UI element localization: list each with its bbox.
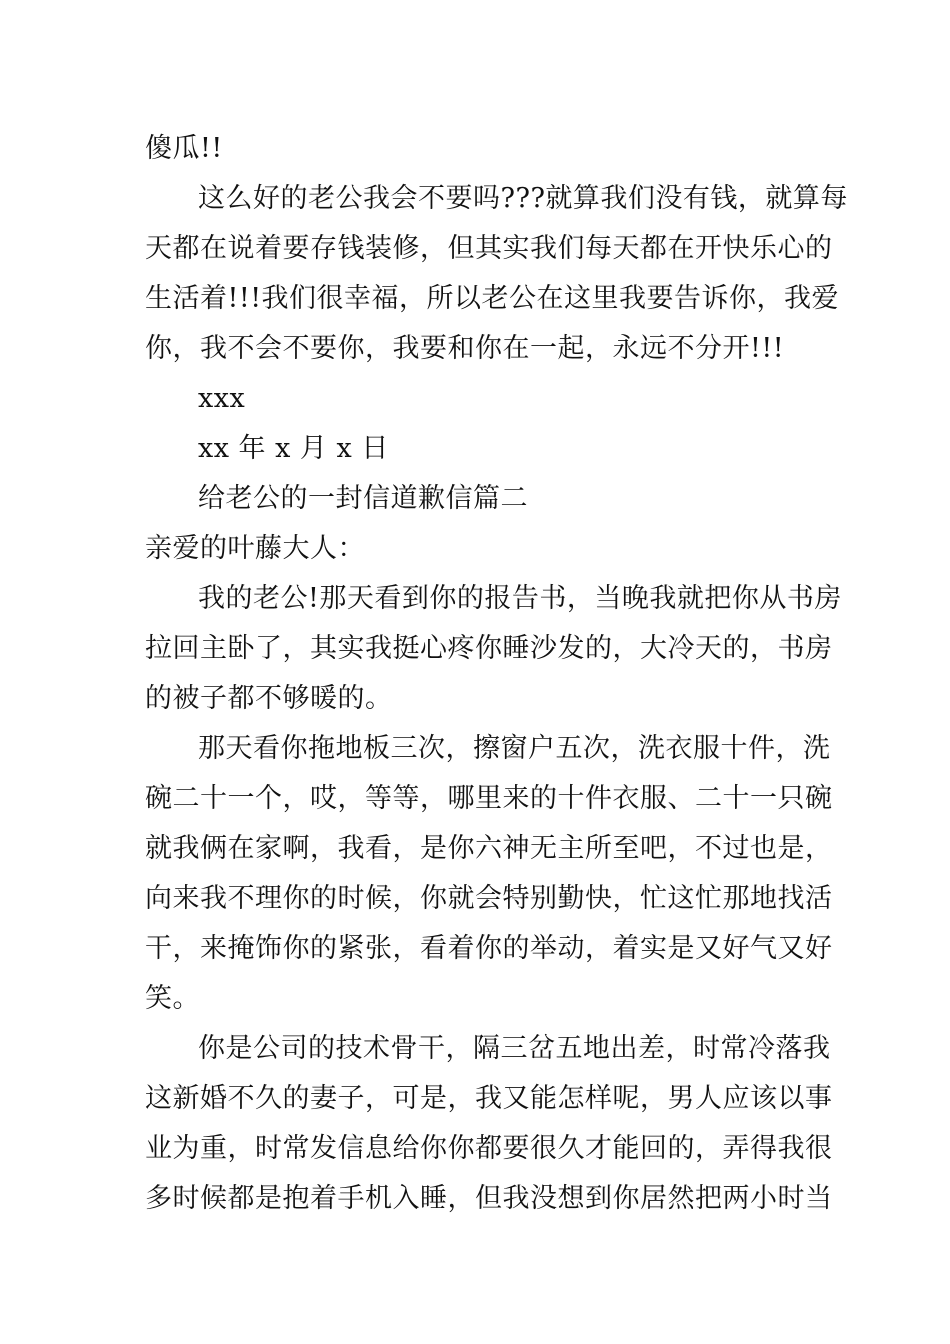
text-line: 就我俩在家啊，我看，是你六神无主所至吧，不过也是， [145, 833, 833, 864]
text-line: 向来我不理你的时候，你就会特别勤快，忙这忙那地找活 [145, 883, 833, 914]
signature-date: xx 年 x 月 x 日 [198, 433, 389, 464]
text-line: 的被子都不够暖的。 [145, 683, 393, 714]
section-title: 给老公的一封信道歉信篇二 [198, 483, 528, 514]
text-line: 多时候都是抱着手机入睡，但我没想到你居然把两小时当 [145, 1183, 833, 1214]
text-line: 那天看你拖地板三次，擦窗户五次，洗衣服十件，洗 [198, 733, 831, 764]
text-line: 这新婚不久的妻子，可是，我又能怎样呢，男人应该以事 [145, 1083, 833, 1114]
text-line: 我的老公!那天看到你的报告书，当晚我就把你从书房 [198, 583, 842, 614]
salutation: 亲爱的叶藤大人： [145, 533, 365, 564]
text-line: 这么好的老公我会不要吗???就算我们没有钱，就算每 [198, 183, 848, 214]
text-line: 碗二十一个，哎，等等，哪里来的十件衣服、二十一只碗 [145, 783, 833, 814]
text-line: 干，来掩饰你的紧张，看着你的举动，着实是又好气又好 [145, 933, 833, 964]
text-line: 拉回主卧了，其实我挺心疼你睡沙发的，大冷天的，书房 [145, 633, 833, 664]
text-line: 天都在说着要存钱装修，但其实我们每天都在开快乐心的 [145, 233, 833, 264]
text-line: 你，我不会不要你，我要和你在一起，永远不分开!!! [145, 333, 785, 364]
text-line: 生活着!!!我们很幸福，所以老公在这里我要告诉你，我爱 [145, 283, 840, 314]
text-line: 业为重，时常发信息给你你都要很久才能回的，弄得我很 [145, 1133, 833, 1164]
text-line: 你是公司的技术骨干，隔三岔五地出差，时常冷落我 [198, 1033, 831, 1064]
signature-name: xxx [198, 383, 246, 414]
text-line: 笑。 [145, 983, 200, 1014]
text-line: 傻瓜!! [145, 133, 223, 164]
